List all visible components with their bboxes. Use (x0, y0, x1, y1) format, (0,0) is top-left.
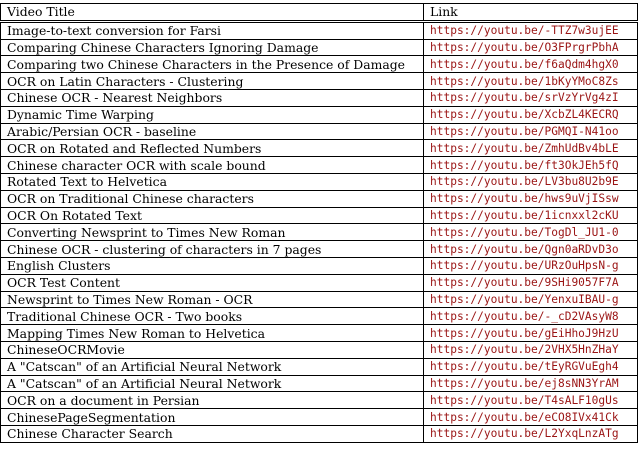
video-title-cell: Mapping Times New Roman to Helvetica (1, 325, 424, 342)
video-link[interactable]: https://youtu.be/1icnxxl2cKU (424, 207, 638, 224)
video-title-cell: OCR on Rotated and Reflected Numbers (1, 140, 424, 157)
video-title-cell: Chinese OCR - Nearest Neighbors (1, 89, 424, 106)
table-row (1, 274, 638, 291)
table-row (1, 21, 638, 39)
table-row (1, 190, 638, 207)
video-link[interactable]: https://youtu.be/L2YxqLnzATg (424, 425, 638, 442)
table-row (1, 56, 638, 73)
video-title-cell: OCR On Rotated Text (1, 207, 424, 224)
video-title-cell: Converting Newsprint to Times New Roman (1, 224, 424, 241)
table-row (1, 308, 638, 325)
video-link[interactable]: https://youtu.be/URzOuHpsN-g (424, 257, 638, 274)
table-row (1, 392, 638, 409)
video-link[interactable]: https://youtu.be/1bKyYMoC8Zs (424, 73, 638, 90)
table-row (1, 291, 638, 308)
video-title-cell: Newsprint to Times New Roman - OCR (1, 291, 424, 308)
video-link[interactable]: https://youtu.be/YenxuIBAU-g (424, 291, 638, 308)
table-row (1, 341, 638, 358)
video-link[interactable]: https://youtu.be/ej8sNN3YrAM (424, 375, 638, 392)
column-header-video-title: Video Title (1, 4, 424, 22)
video-title-cell: English Clusters (1, 257, 424, 274)
video-title-cell: A "Catscan" of an Artificial Neural Network (1, 375, 424, 392)
column-header-link: Link (424, 4, 638, 22)
table-row (1, 207, 638, 224)
video-title-cell: Rotated Text to Helvetica (1, 173, 424, 190)
video-title-cell: A "Catscan" of an Artificial Neural Network (1, 358, 424, 375)
video-link[interactable]: https://youtu.be/ZmhUdBv4bLE (424, 140, 638, 157)
table-row (1, 106, 638, 123)
video-link[interactable]: https://youtu.be/hws9uVjISsw (424, 190, 638, 207)
video-title-cell: Chinese character OCR with scale bound (1, 157, 424, 174)
table-header-row (1, 4, 638, 22)
table-row (1, 257, 638, 274)
table-row (1, 425, 638, 442)
video-title-cell: OCR on a document in Persian (1, 392, 424, 409)
video-title-cell: Arabic/Persian OCR - baseline (1, 123, 424, 140)
video-link[interactable]: https://youtu.be/9SHi9057F7A (424, 274, 638, 291)
video-link[interactable]: https://youtu.be/Qgn0aRDvD3o (424, 241, 638, 258)
video-title-cell: OCR Test Content (1, 274, 424, 291)
video-link[interactable]: https://youtu.be/PGMQI-N41oo (424, 123, 638, 140)
video-title-cell: OCR on Latin Characters - Clustering (1, 73, 424, 90)
table-row (1, 375, 638, 392)
video-link[interactable]: https://youtu.be/T4sALF10gUs (424, 392, 638, 409)
video-link[interactable]: https://youtu.be/eCO8IVx41Ck (424, 409, 638, 426)
video-title-cell: Comparing Chinese Characters Ignoring Damage (1, 39, 424, 56)
table-row (1, 39, 638, 56)
table-row (1, 157, 638, 174)
video-link[interactable]: https://youtu.be/-TTZ7w3ujEE (424, 21, 638, 39)
video-title-cell: ChineseOCRMovie (1, 341, 424, 358)
video-link[interactable]: https://youtu.be/gEiHhoJ9HzU (424, 325, 638, 342)
video-title-cell: Traditional Chinese OCR - Two books (1, 308, 424, 325)
video-title-cell: ChinesePageSegmentation (1, 409, 424, 426)
table-row (1, 409, 638, 426)
table-row (1, 325, 638, 342)
video-title-cell: Chinese Character Search (1, 425, 424, 442)
table-row (1, 89, 638, 106)
video-link[interactable]: https://youtu.be/2VHX5HnZHaY (424, 341, 638, 358)
video-link[interactable]: https://youtu.be/LV3bu8U2b9E (424, 173, 638, 190)
video-link[interactable]: https://youtu.be/srVzYrVg4zI (424, 89, 638, 106)
table-row (1, 140, 638, 157)
video-title-cell: Dynamic Time Warping (1, 106, 424, 123)
table-row (1, 123, 638, 140)
table-row (1, 173, 638, 190)
video-links-table-container (0, 3, 637, 443)
video-link[interactable]: https://youtu.be/TogDl_JU1-0 (424, 224, 638, 241)
table-row (1, 358, 638, 375)
video-title-cell: Chinese OCR - clustering of characters in 7 pages (1, 241, 424, 258)
video-link[interactable]: https://youtu.be/O3FPrgrPbhA (424, 39, 638, 56)
video-link[interactable]: https://youtu.be/-_cD2VAsyW8 (424, 308, 638, 325)
video-link[interactable]: https://youtu.be/XcbZL4KECRQ (424, 106, 638, 123)
video-title-cell: Comparing two Chinese Characters in the Presence of Damage (1, 56, 424, 73)
video-title-cell: OCR on Traditional Chinese characters (1, 190, 424, 207)
video-link[interactable]: https://youtu.be/ft3OkJEh5fQ (424, 157, 638, 174)
table-body (1, 21, 638, 442)
table-row (1, 224, 638, 241)
table-row (1, 241, 638, 258)
table-row (1, 73, 638, 90)
video-links-table (0, 3, 638, 443)
video-link[interactable]: https://youtu.be/f6aQdm4hgX0 (424, 56, 638, 73)
video-title-cell: Image-to-text conversion for Farsi (1, 21, 424, 39)
video-link[interactable]: https://youtu.be/tEyRGVuEgh4 (424, 358, 638, 375)
